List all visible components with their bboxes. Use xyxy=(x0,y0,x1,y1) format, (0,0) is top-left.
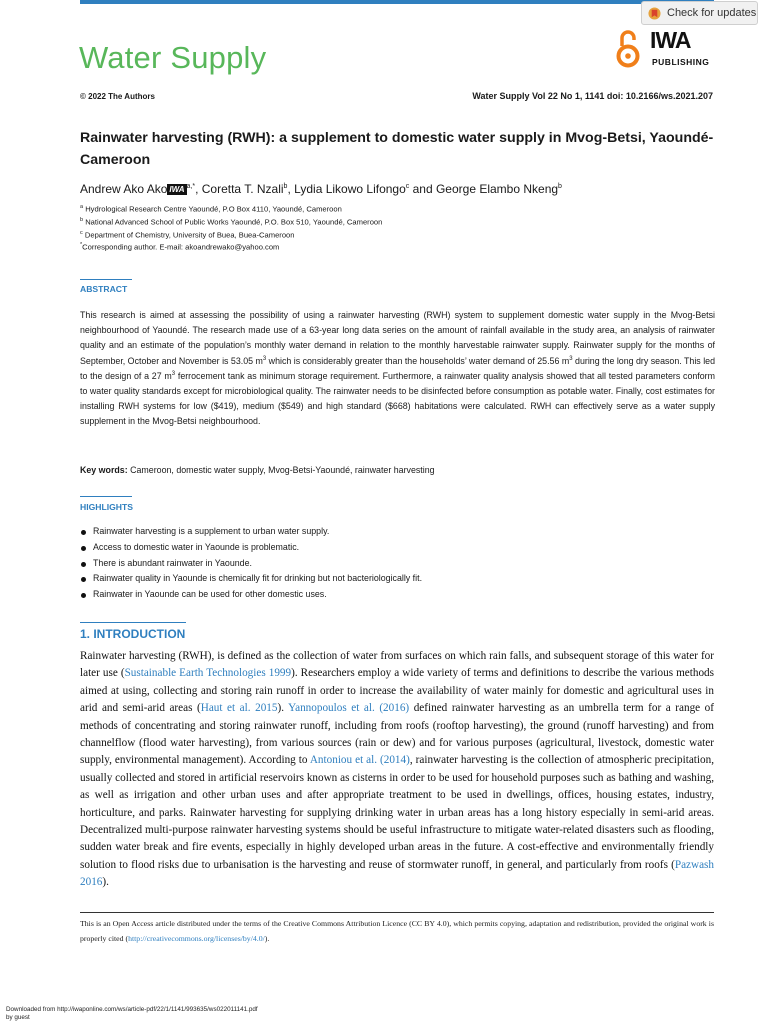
article-title: Rainwater harvesting (RWH): a supplement to domestic water supply in Mvog-Betsi, Yaoundé-Cameroon xyxy=(80,130,714,168)
highlights-rule xyxy=(80,496,132,497)
citation: Water Supply Vol 22 No 1, 1141 doi: 10.2166/ws.2021.207 xyxy=(472,91,713,101)
download-line: by guest xyxy=(6,1013,30,1021)
iwa-publishing-logo[interactable] xyxy=(650,27,712,69)
logo-subtext: PUBLISHING xyxy=(652,57,710,67)
citation-link[interactable]: Sustainable Earth Technologies 1999 xyxy=(124,667,292,680)
abstract-text: This research is aimed at assessing the possibility of using a rainwater harvesting (RWH) system to supplement domestic water supply in the Mvog-Betsi neighbourhood of Yaoundé. The research made use of a 63-year long data series on the amount of rainfall available in the study area, an analysis of rainwater quality and an estimate of the population’s monthly water demand in relation to the monthly harvestable rainwater supply. Rainwater supply for the months of September, October and November is 53.05 $m^3$ which is considerably greater than the households’ water demand of 25.56 $m^3$ during the long dry season. This led to the design of a 27 $m^3$ ferrocement tank as minimum storage requirement. Furthermore, a rainwater quality analysis showed that all tested parameters conform to water quality standards except for microbiological quality. The rainwater needs to be disinfected before consumption as potable water. Finally, cost estimates for installing RWH systems for low ($419), medium ($549) and high standard ($668) habitations were calculated. RWH can effectively serve as a water supply supplement in the Mvog-Betsi neighbourhood. xyxy=(80,310,715,427)
check-for-updates-button[interactable] xyxy=(641,1,758,25)
highlight-item: Rainwater quality in Yaounde is chemically fit for drinking but not bacteriologically fit. xyxy=(80,571,422,587)
author-name[interactable]: Lydia Likowo Lifongo xyxy=(294,182,406,196)
open-access-icon xyxy=(615,27,641,69)
highlights-heading: HIGHLIGHTS xyxy=(80,502,133,512)
abstract-rule xyxy=(80,279,132,280)
affiliation: $^b$ National Advanced School of Public Works Yaoundé, P.O. Box 510, Yaoundé, Cameroon xyxy=(80,216,383,227)
introduction-rule xyxy=(80,622,186,623)
download-line: Downloaded from http://iwaponline.com/ws/article-pdf/22/1/1141/993635/ws022011141.pdf xyxy=(6,1006,258,1013)
citation-link[interactable]: Yannopoulos et al. (2016) xyxy=(288,702,410,715)
citation-link[interactable]: Pazwash 2016 xyxy=(80,858,714,889)
author-sup: b xyxy=(558,183,562,190)
copyright: © 2022 The Authors xyxy=(80,92,155,101)
author-name[interactable]: Coretta T. Nzali xyxy=(201,182,284,196)
license-link[interactable]: http://creativecommons.org/licenses/by/4.0/ xyxy=(128,933,265,943)
affiliation: $^c$ Department of Chemistry, University of Buea, Buea-Cameroon xyxy=(80,229,295,240)
open-access-note: This is an Open Access article distributed under the terms of the Creative Commons Attribution Licence (CC BY 4.0), which permits copying, adaptation and redistribution, provided the original work is properly cited (http://creativecommons.org/licenses/by/4.0/). xyxy=(80,919,714,943)
download-stamp xyxy=(6,1006,258,1021)
affiliation: *Corresponding author. E-mail: akoandrewako@yahoo.com xyxy=(80,242,280,253)
citation-link[interactable]: Haut et al. 2015 xyxy=(200,702,278,715)
author-name[interactable]: Andrew Ako Ako xyxy=(80,182,168,196)
iwa-member-badge: IWA xyxy=(169,185,185,194)
keywords xyxy=(80,465,435,475)
author-list: Andrew Ako Ako IWA $^{a,*}$, Coretta T. Nzali$^b$, Lydia Likowo Lifongo$^c$ and George Elambo Nkeng$^b$ xyxy=(80,182,562,196)
top-accent-bar xyxy=(80,0,714,4)
highlight-item: There is abundant rainwater in Yaounde. xyxy=(80,556,422,572)
author-sup: a,* xyxy=(186,183,196,190)
author-name[interactable]: George Elambo Nkeng xyxy=(435,182,559,196)
crossmark-icon xyxy=(648,7,661,20)
affiliation: $^a$ Hydrological Research Centre Yaoundé, P.O Box 4110, Yaoundé, Cameroon xyxy=(80,204,342,214)
citation-link[interactable]: Antoniou et al. (2014) xyxy=(309,754,410,767)
introduction-heading: 1. INTRODUCTION xyxy=(80,627,186,641)
journal-name: Water Supply xyxy=(79,40,267,75)
affiliations xyxy=(80,202,382,253)
highlight-item: Access to domestic water in Yaounde is problematic. xyxy=(80,540,422,556)
logo-text: IWA xyxy=(650,27,691,53)
footer-rule xyxy=(80,912,714,913)
keywords-text: Cameroon, domestic water supply, Mvog-Betsi-Yaoundé, rainwater harvesting xyxy=(127,465,435,475)
highlight-item: Rainwater in Yaounde can be used for other domestic uses. xyxy=(80,587,422,603)
highlight-item: Rainwater harvesting is a supplement to urban water supply. xyxy=(80,524,422,540)
introduction-text: Rainwater harvesting (RWH), is defined as the collection of water from surfaces on which rain falls, and subsequent storage of this water for later use (Sustainable Earth Technologies 1999). Researchers employ a wide variety of terms and definitions to describe the various methods aimed at using, collecting and storing rain runoff in order to increase the availability of water mainly for domestic and agricultural uses in arid and semi-arid areas (Haut et al. 2015). Yannopoulos et al. (2016) defined rainwater harvesting as an umbrella term for a range of methods of concentrating and storing rainwater runoff, including from roofs (rooftop harvesting), the ground (runoff harvesting) and from channelflow (flood water harvesting), from various sources (rain or dew) and for various purposes (agricultural, livestock, domestic water supply, environmental management). According to Antoniou et al. (2014), rainwater harvesting is the collection of atmospheric precipitation, usually collected and stored in artificial reservoirs known as cisterns in order to be used for household purposes such as bathing and washing, as well as irrigation and other urban uses and after appropriate treatment to be used in dwellings, offices, housing estates, industry, horticulture, and parks. Rainwater harvesting for supplying drinking water in urban areas has a long history especially in semi-arid areas. Decentralized multi-purpose rainwater harvesting systems should be useful infrastructure to mitigate water-related disasters such as flooding, sudden water break and fire events, especially in highly developed urban areas in the future. A cost-effective and environmentally friendly solution to flood risks due to urbanisation is the harvesting and reuse of stormwater runoff, in general, and particularly from roofs (Pazwash 2016). xyxy=(80,650,715,889)
abstract-heading: ABSTRACT xyxy=(80,284,128,294)
check-for-updates-label: Check for updates xyxy=(667,7,757,19)
author-sup: c xyxy=(405,183,410,190)
highlights-list xyxy=(80,524,422,603)
keywords-label: Key words: xyxy=(80,465,128,475)
author-sup: b xyxy=(283,183,288,190)
